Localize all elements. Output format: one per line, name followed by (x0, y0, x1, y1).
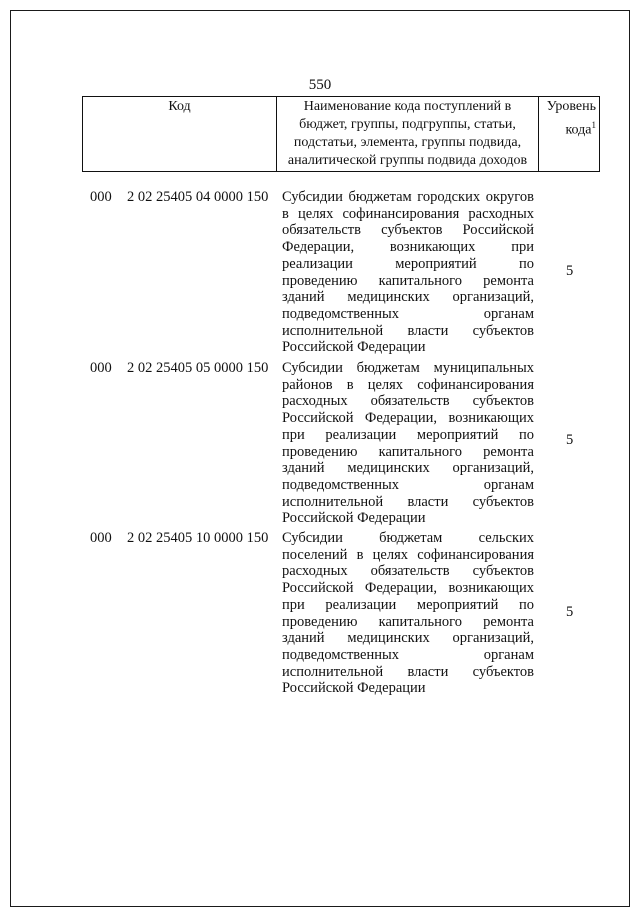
admin-code: 000 (90, 360, 112, 376)
income-code: 2 02 25405 05 0000 150 (127, 360, 269, 376)
header-level (539, 97, 600, 172)
code-level: 5 (566, 604, 574, 620)
header-name-label: Наименование кода поступлений в бюджет, группы, подгруппы, статьи, подстатьи, элемента, группы подвида, аналитической группы подвида доходов (287, 99, 528, 168)
header-code (83, 97, 277, 172)
income-code: 2 02 25405 10 0000 150 (127, 530, 269, 546)
header-name (277, 97, 539, 172)
code-level: 5 (566, 432, 574, 448)
admin-code: 000 (90, 189, 112, 205)
footnote-marker: 1 (591, 120, 596, 130)
admin-code: 000 (90, 530, 112, 546)
page-number: 550 (308, 77, 332, 93)
income-name: Субсидии бюджетам городских округов в целях софинансирования расходных обязательств субъектов Российской Федерации, возникающих при реализации мероприятий по проведению капитального ремонта зданий медицинских организаций, подведомственных органам исполнительной власти субъектов Российской Федерации (282, 189, 534, 356)
income-code: 2 02 25405 04 0000 150 (127, 189, 269, 205)
income-name: Субсидии бюджетам сельских поселений в целях софинансирования расходных обязательств субъектов Российской Федерации, возникающих при реализации мероприятий по проведению капитального ремонта зданий медицинских организаций, подведомственных органам исполнительной власти субъектов Российской Федерации (282, 530, 534, 697)
header-level-label: Уровень кода (546, 99, 596, 138)
code-level: 5 (566, 263, 574, 279)
table-header (82, 96, 600, 172)
income-name: Субсидии бюджетам муниципальных районов в целях софинансирования расходных обязательств субъектов Российской Федерации, возникающих при реализации мероприятий по проведению капитального ремонта зданий медицинских организаций, подведомственных органам исполнительной власти субъектов Российской Федерации (282, 360, 534, 527)
header-code-label: Код (168, 99, 191, 114)
